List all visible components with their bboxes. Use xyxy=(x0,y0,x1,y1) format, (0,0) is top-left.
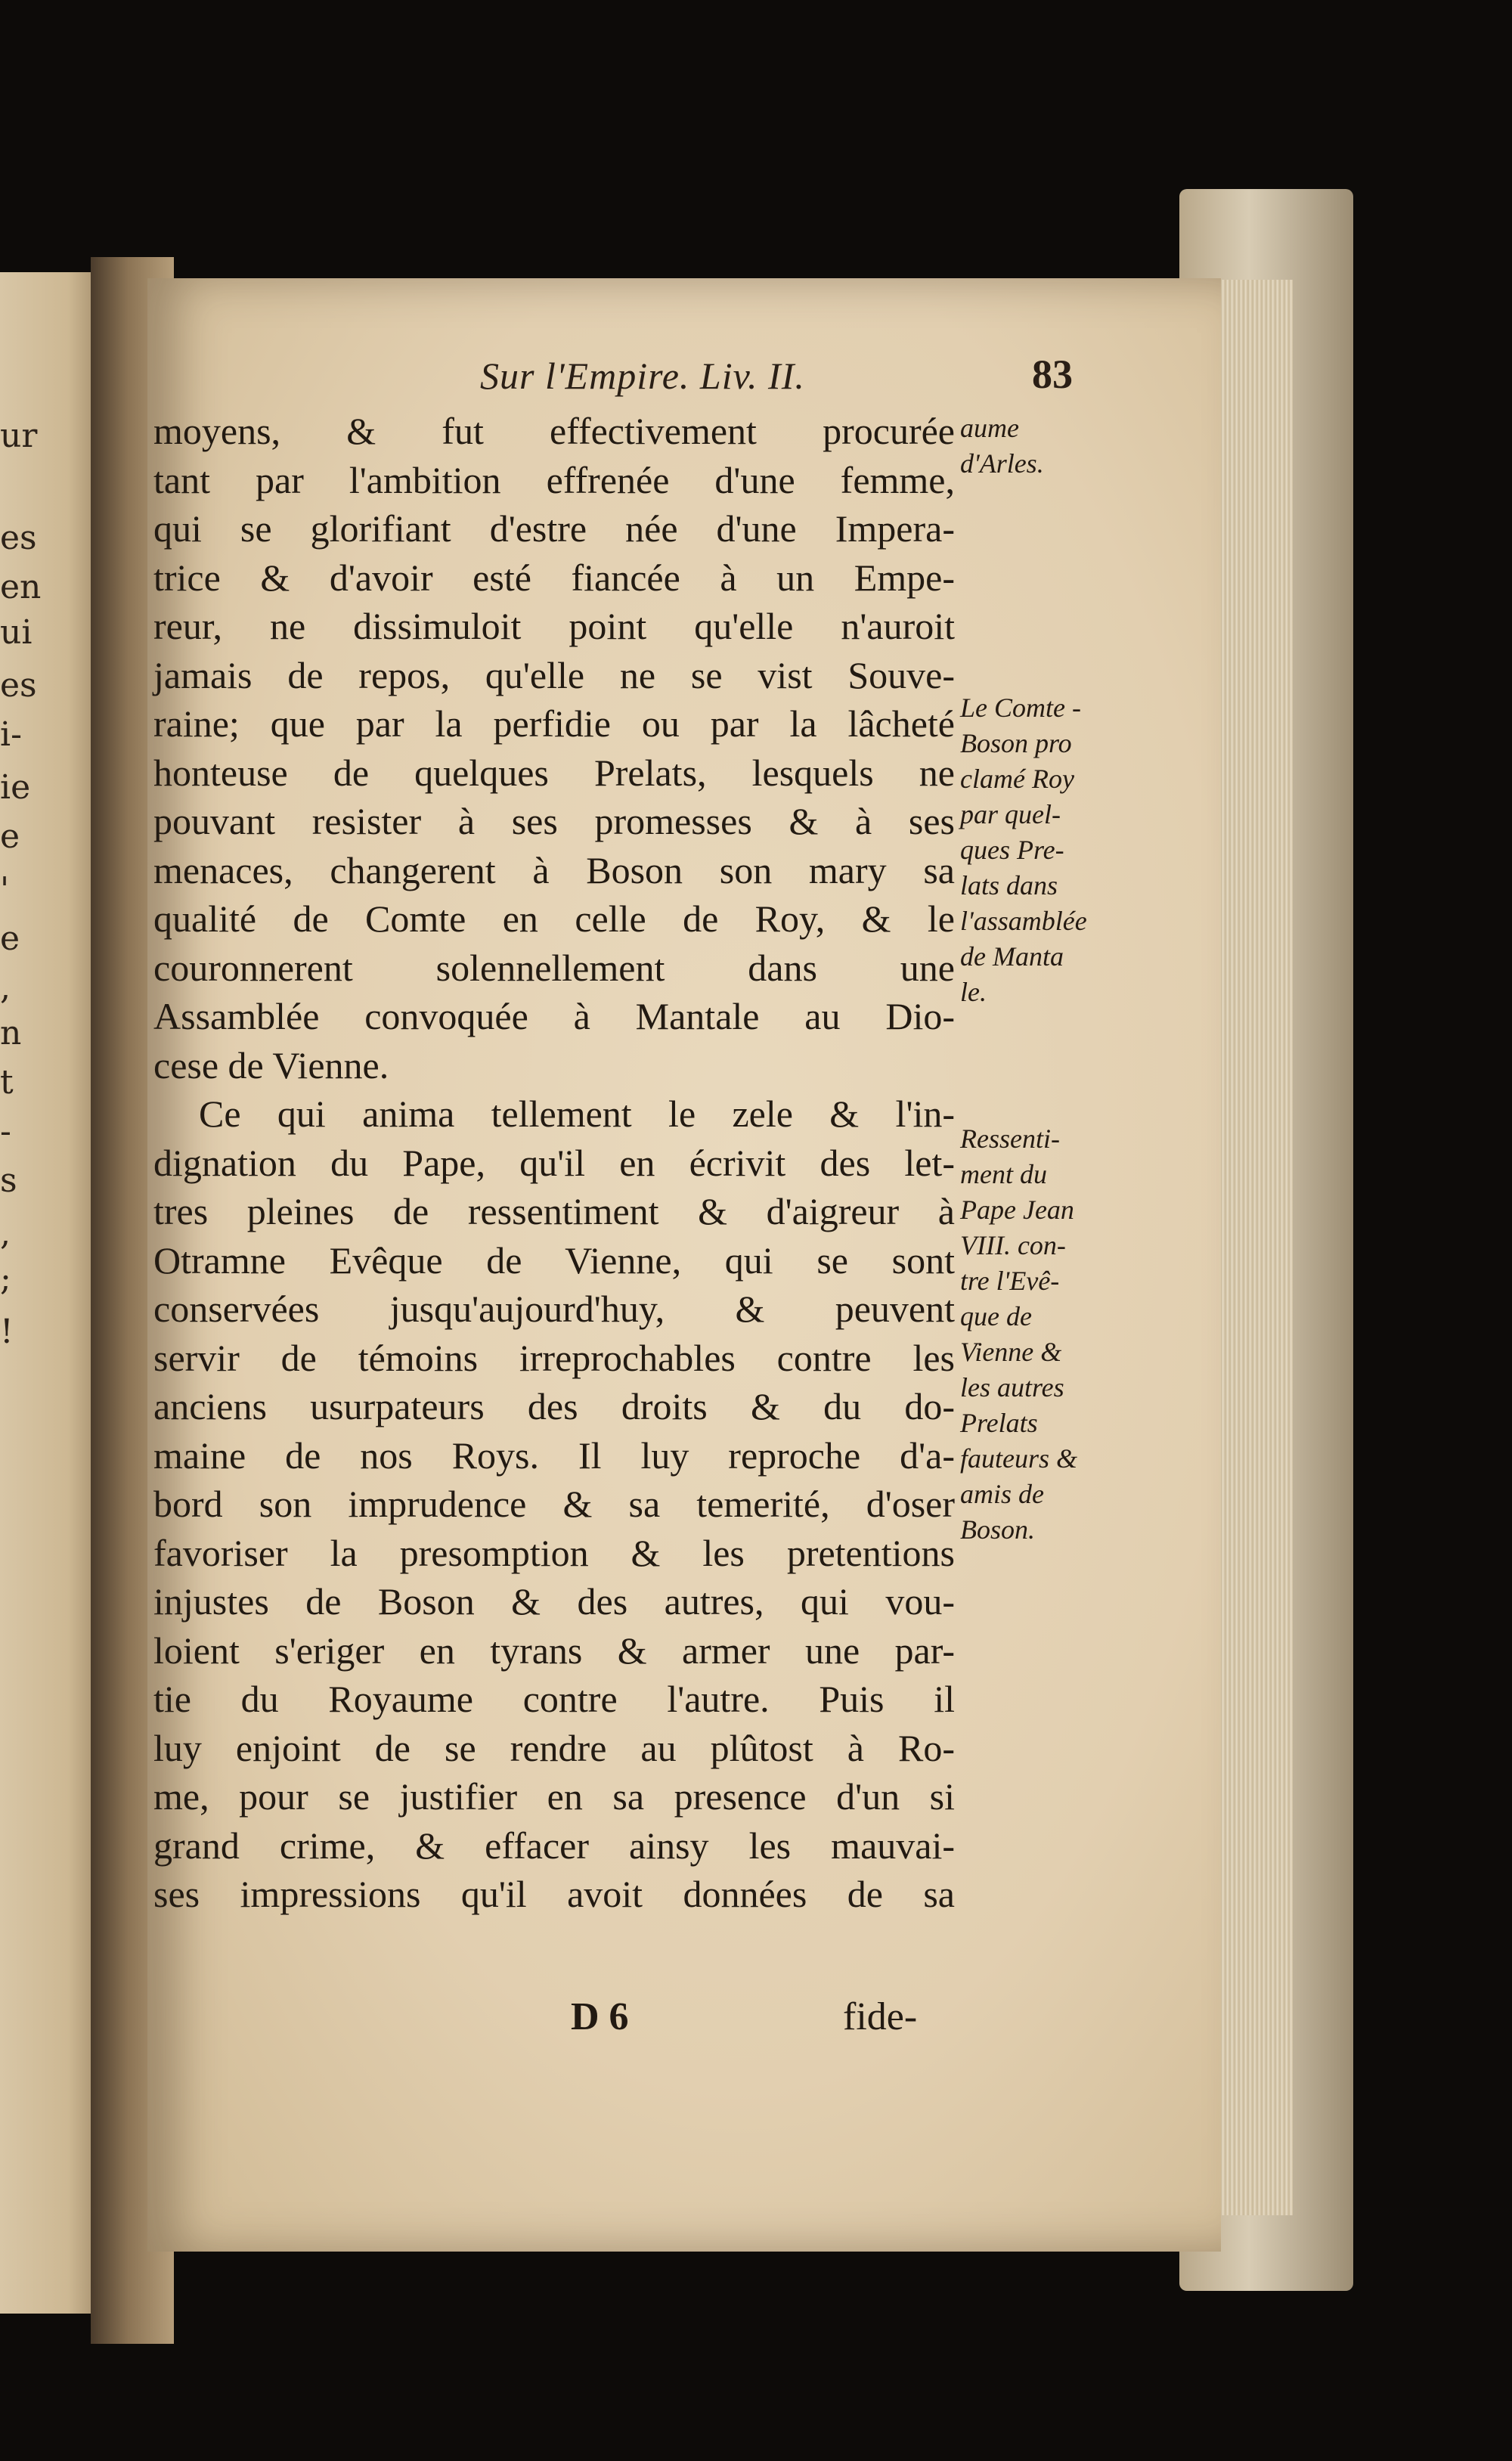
previous-page-fragment: ui xyxy=(0,613,33,652)
catchword: fide- xyxy=(843,1995,918,2038)
text-line: honteuse de quelques Prelats, lesquels ne xyxy=(153,751,955,794)
text-line: qui se glorifiant d'estre née d'une Impera- xyxy=(153,507,955,550)
previous-page-fragment: en xyxy=(0,568,42,606)
marginal-note-line: tre l'Evê- xyxy=(960,1266,1060,1296)
marginal-note-line: ment du xyxy=(960,1159,1047,1189)
running-head xyxy=(480,354,1160,407)
text-line: injustes de Boson & des autres, qui vou- xyxy=(153,1580,955,1623)
text-line: couronnerent solennellement dans une xyxy=(153,946,955,989)
previous-page-fragment: n xyxy=(0,1014,22,1052)
text-line: grand crime, & effacer ainsy les mauvai- xyxy=(153,1824,955,1867)
text-line: tant par l'ambition effrenée d'une femme, xyxy=(153,458,955,501)
text-line: Assamblée convoquée à Mantale au Dio- xyxy=(153,995,955,1037)
previous-page-fragment: - xyxy=(0,1112,11,1151)
marginal-note-line: fauteurs & xyxy=(960,1443,1078,1474)
text-line: servir de témoins irreprochables contre les xyxy=(153,1336,955,1379)
signature-mark: D 6 xyxy=(571,1995,629,2038)
text-line: favoriser la presomption & les pretentions xyxy=(153,1531,955,1574)
marginal-note-line: Boson. xyxy=(960,1514,1035,1545)
marginal-note-line: de Manta xyxy=(960,941,1064,972)
text-line: ses impressions qu'il avoit données de sa xyxy=(153,1873,955,1915)
marginal-note-ressentiment xyxy=(960,1121,1157,1548)
previous-page-fragment: e xyxy=(0,919,20,958)
text-line: loient s'eriger en tyrans & armer une par- xyxy=(153,1629,955,1672)
marginal-note-line: que de xyxy=(960,1301,1032,1331)
previous-page-fragment: s xyxy=(0,1161,17,1200)
signature-line xyxy=(147,1995,979,2047)
marginal-note-line: amis de xyxy=(960,1479,1044,1509)
text-line: dignation du Pape, qu'il en écrivit des let- xyxy=(153,1141,955,1184)
marginal-note-line: Ressenti- xyxy=(960,1124,1060,1154)
text-line: jamais de repos, qu'elle ne se vist Souve- xyxy=(153,653,955,696)
marginal-note-aume-arles xyxy=(960,411,1157,482)
text-line: tres pleines de ressentiment & d'aigreur à xyxy=(153,1190,955,1232)
previous-page-fragment: i- xyxy=(0,715,22,754)
marginal-note-line: Pape Jean xyxy=(960,1195,1074,1225)
text-line: raine; que par la perfidie ou par la lâcheté xyxy=(153,702,955,745)
marginal-note-line: les autres xyxy=(960,1372,1064,1403)
marginal-note-line: Le Comte - xyxy=(960,693,1081,723)
text-line: tie du Royaume contre l'autre. Puis il xyxy=(153,1678,955,1720)
marginal-note-line: par quel- xyxy=(960,799,1061,829)
marginal-note-line: Vienne & xyxy=(960,1337,1062,1367)
previous-page-fragment: ' xyxy=(0,870,10,909)
page-fore-edge xyxy=(1210,280,1293,2215)
text-line: me, pour se justifier en sa presence d'un si xyxy=(153,1775,955,1818)
marginal-note-line: Prelats xyxy=(960,1408,1038,1438)
text-line: cese de Vienne. xyxy=(153,1043,389,1086)
previous-page-fragment: , xyxy=(0,1214,11,1253)
previous-page-fragment: es xyxy=(0,666,37,705)
marginal-note-line: VIII. con- xyxy=(960,1230,1066,1260)
marginal-note-line: le. xyxy=(960,977,987,1007)
text-line: trice & d'avoir esté fiancée à un Empe- xyxy=(153,556,955,599)
marginal-note-line: clamé Roy xyxy=(960,764,1074,794)
previous-page-fragment: ! xyxy=(0,1313,14,1351)
text-line: qualité de Comte en celle de Roy, & le xyxy=(153,897,955,940)
text-line: reur, ne dissimuloit point qu'elle n'auroit xyxy=(153,605,955,647)
main-text-block xyxy=(153,407,955,1919)
text-line: conservées jusqu'aujourd'huy, & peuvent xyxy=(153,1288,955,1330)
marginal-note-comte-boson xyxy=(960,690,1157,1010)
text-line: bord son imprudence & sa temerité, d'oser xyxy=(153,1483,955,1525)
book-page xyxy=(147,278,1221,2252)
text-line: moyens, & fut effectivement procurée xyxy=(153,410,955,452)
previous-page-fragment: es xyxy=(0,519,37,557)
text-line: anciens usurpateurs des droits & du do- xyxy=(153,1385,955,1427)
previous-page-fragment: , xyxy=(0,969,11,1007)
text-line: maine de nos Roys. Il luy reproche d'a- xyxy=(153,1434,955,1477)
marginal-note-line: ques Pre- xyxy=(960,835,1064,865)
previous-page-fragment: ; xyxy=(0,1260,11,1298)
previous-page-fragment: t xyxy=(0,1063,14,1102)
marginal-note-line: l'assamblée xyxy=(960,906,1087,936)
text-line: Otramne Evêque de Vienne, qui se sont xyxy=(153,1238,955,1282)
previous-page-fragment: ie xyxy=(0,768,31,807)
previous-page-fragment: e xyxy=(0,817,20,856)
page-number: 83 xyxy=(1032,352,1073,397)
marginal-note-line: Boson pro xyxy=(960,728,1072,758)
previous-page-fragment: ur xyxy=(0,417,38,455)
marginal-note-line: aume xyxy=(960,413,1019,443)
marginal-note-line: d'Arles. xyxy=(960,448,1044,479)
text-line: luy enjoint de se rendre au plûtost à Ro- xyxy=(153,1726,955,1769)
text-line: pouvant resister à ses promesses & à ses xyxy=(153,800,955,842)
text-line: menaces, changerent à Boson son mary sa xyxy=(153,848,955,891)
marginal-note-line: lats dans xyxy=(960,870,1058,900)
text-line: Ce qui anima tellement le zele & l'in- xyxy=(199,1093,955,1135)
running-head-title: Sur l'Empire. Liv. II. xyxy=(480,355,805,397)
